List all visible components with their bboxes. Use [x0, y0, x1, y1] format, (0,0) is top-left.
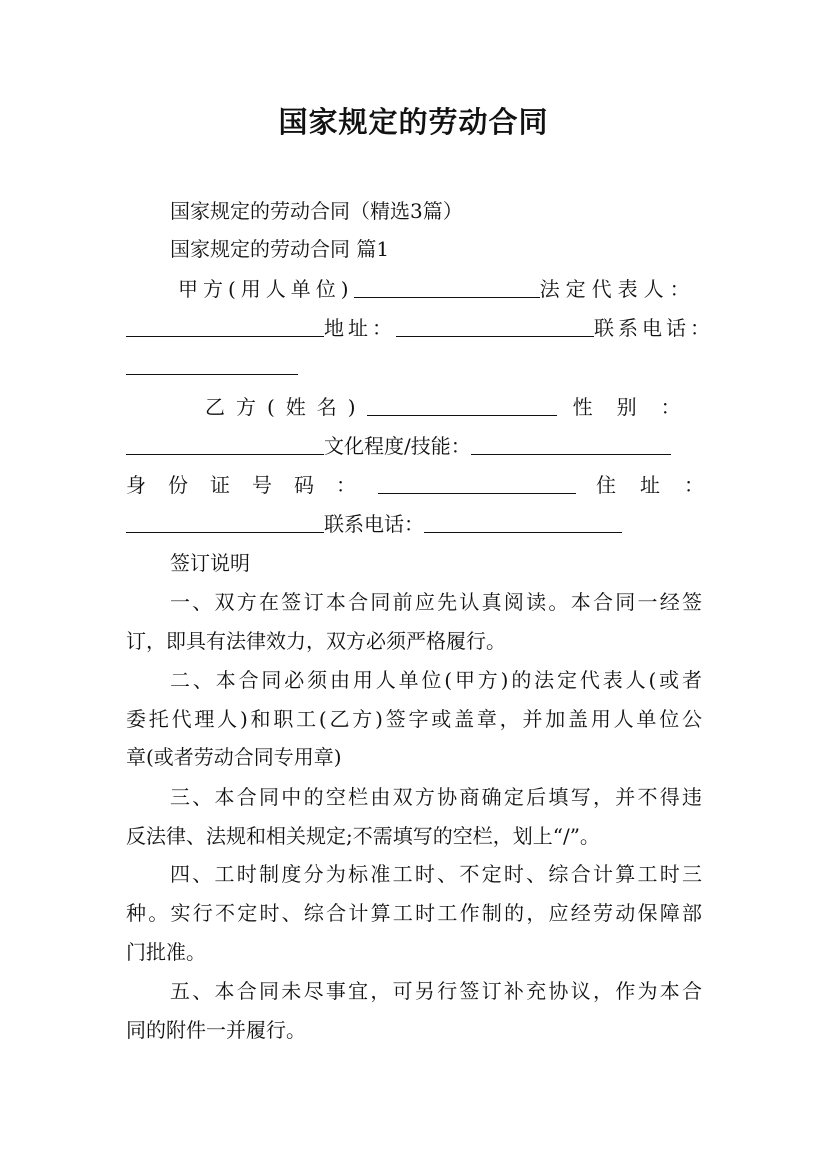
- party-b-line-2: [126, 430, 702, 461]
- party-b-name-label: 乙方(姓名): [205, 395, 367, 419]
- notes-heading: 签订说明: [170, 551, 250, 575]
- party-b-line-4: [126, 508, 702, 539]
- party-a-line-3: [126, 350, 702, 381]
- party-b-line-1: [205, 391, 705, 422]
- party-b-line-3: [126, 469, 728, 500]
- party-a-address-blank: [396, 314, 594, 337]
- party-a-rep-blank: [126, 314, 324, 337]
- note-2-line-1: 二、本合同必须由用人单位(甲方)的法定代表人(或者: [170, 668, 702, 692]
- party-b-name-blank: [367, 393, 557, 416]
- party-a-label: 甲方(用人单位): [178, 277, 354, 301]
- party-b-phone-blank: [424, 510, 622, 533]
- note-3-line-1: 三、本合同中的空栏由双方协商确定后填写，并不得违: [170, 785, 702, 809]
- document-title: 国家规定的劳动合同: [278, 105, 549, 139]
- party-b-id-label: 身份证号码：: [126, 473, 378, 497]
- note-3-line-2: 反法律、法规和相关规定;不需填写的空栏，划上“/”。: [126, 824, 600, 848]
- party-a-phone-blank: [126, 352, 298, 375]
- party-b-phone-label: 联系电话：: [324, 512, 424, 536]
- party-a-line-1: [178, 273, 702, 304]
- note-1-line-1: 一、双方在签订本合同前应先认真阅读。本合同一经签: [170, 590, 702, 614]
- party-b-address-blank: [126, 510, 324, 533]
- note-5-line-2: 同的附件一并履行。: [126, 1018, 306, 1042]
- document-subtitle: 国家规定的劳动合同（精选3篇）: [170, 199, 463, 223]
- party-b-address-label: 住址：: [596, 473, 728, 497]
- party-b-id-blank: [378, 471, 576, 494]
- note-4-line-1: 四、工时制度分为标准工时、不定时、综合计算工时三: [170, 862, 702, 886]
- section-heading: 国家规定的劳动合同 篇1: [170, 237, 390, 261]
- note-2-line-2: 委托代理人)和职工(乙方)签字或盖章，并加盖用人单位公: [126, 707, 702, 731]
- party-a-address-label: 地址：: [324, 316, 396, 340]
- party-a-line-2: [126, 312, 714, 343]
- note-2-line-3: 章(或者劳动合同专用章): [126, 745, 342, 769]
- party-b-gender-blank: [126, 432, 324, 455]
- note-5-line-1: 五、本合同未尽事宜，可另行签订补充协议，作为本合: [170, 979, 702, 1003]
- note-4-line-3: 门批准。: [126, 940, 206, 964]
- party-b-education-blank: [471, 432, 671, 455]
- party-a-name-blank: [354, 275, 540, 298]
- note-4-line-2: 种。实行不定时、综合计算工时工作制的，应经劳动保障部: [126, 901, 702, 925]
- party-a-rep-label: 法定代表人：: [539, 277, 696, 301]
- party-b-education-label: 文化程度/技能：: [324, 434, 471, 458]
- party-a-phone-label: 联系电话：: [594, 316, 714, 340]
- party-b-gender-label: 性别：: [572, 395, 705, 419]
- note-1-line-2: 订，即具有法律效力，双方必须严格履行。: [126, 629, 506, 653]
